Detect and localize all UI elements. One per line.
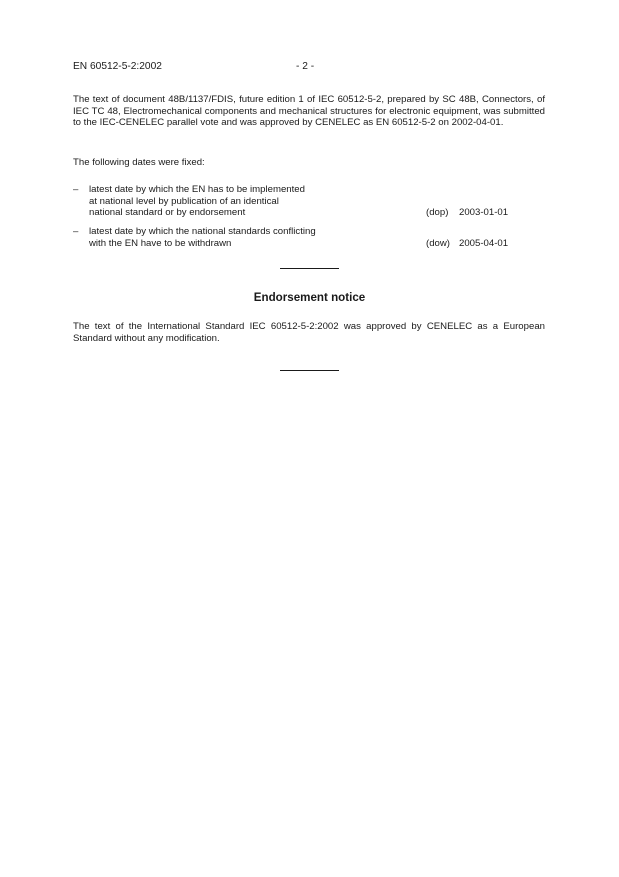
endorsement-title: Endorsement notice bbox=[253, 291, 366, 304]
list-dash: – bbox=[73, 184, 79, 195]
date-item-line: latest date by which the EN has to be implemented bbox=[89, 184, 305, 195]
date-value: 2005-04-01 bbox=[459, 237, 509, 249]
date-item-text bbox=[89, 226, 409, 249]
page-number: - 2 - bbox=[296, 61, 315, 72]
dates-label: The following dates were fixed: bbox=[73, 157, 205, 168]
section-divider bbox=[280, 370, 339, 371]
date-item-line: with the EN have to be withdrawn bbox=[89, 237, 232, 249]
intro-paragraph: The text of document 48B/1137/FDIS, future edition 1 of IEC 60512-5-2, prepared by SC 48B, Connectors, of IEC TC 48, Electromechanical components and mechanical structures for electronic equipment, was submitted to the IEC-CENELEC parallel vote and was approved by CENELEC as EN 60512-5-2 on 2002-04-01. bbox=[73, 94, 545, 128]
date-item-line: at national level by publication of an identical bbox=[89, 195, 279, 207]
date-code: (dop) bbox=[426, 207, 449, 218]
document-id: EN 60512-5-2:2002 bbox=[73, 61, 162, 72]
endorsement-paragraph: The text of the International Standard IEC 60512-5-2:2002 was approved by CENELEC as a European Standard without any modification. bbox=[73, 321, 545, 344]
date-item-line: national standard or by endorsement bbox=[89, 207, 246, 218]
date-code: (dow) bbox=[426, 237, 450, 249]
date-item-line: latest date by which the national standards conflicting bbox=[89, 226, 316, 237]
list-dash: – bbox=[73, 226, 79, 237]
section-divider bbox=[280, 268, 339, 269]
date-item-text bbox=[89, 184, 409, 219]
date-value: 2003-01-01 bbox=[459, 207, 509, 218]
